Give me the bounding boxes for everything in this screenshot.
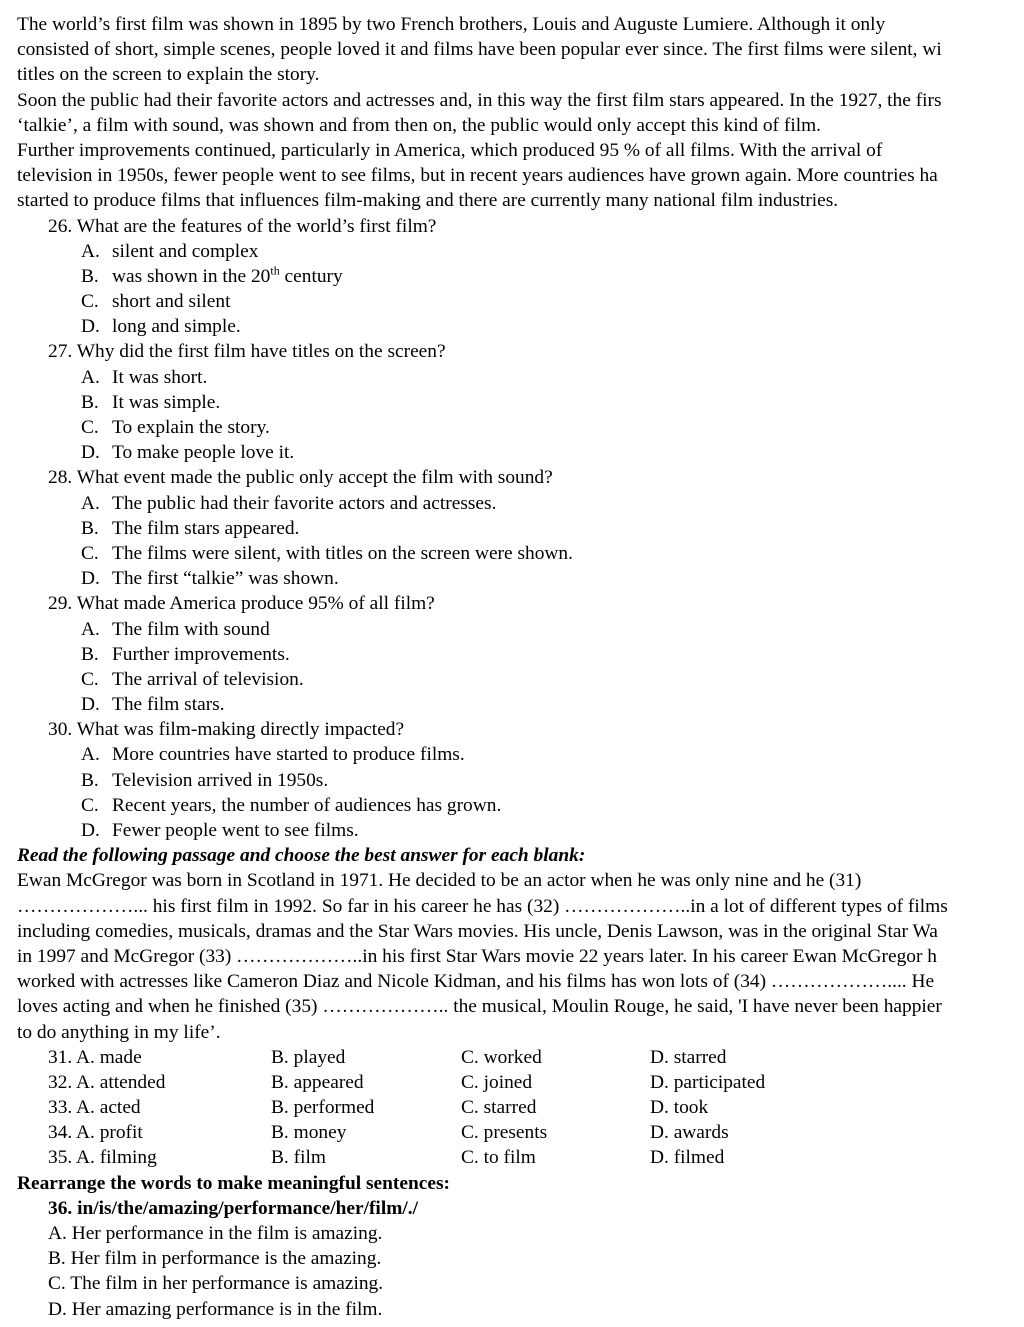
option-text: The arrival of television. — [112, 668, 304, 690]
choice-row-32 — [0, 1070, 1024, 1095]
choice-row-34 — [0, 1120, 1024, 1145]
option-b: B. Her film in performance is the amazing. — [48, 1248, 382, 1270]
choice-row-31 — [0, 1045, 1024, 1070]
option-b — [0, 390, 1024, 415]
passage-line: titles on the screen to explain the story. — [17, 64, 320, 86]
option-text: Television arrived in 1950s. — [112, 769, 329, 791]
question-stem: 26. What are the features of the world’s first film? — [48, 215, 437, 237]
cloze-line: worked with actresses like Cameron Diaz and Nicole Kidman, and his films has won lots of (34) ……………….... He — [17, 971, 935, 993]
choice-c: C. to film — [461, 1147, 536, 1169]
choice-d: D. took — [650, 1097, 709, 1119]
option-d: D. Her amazing performance is in the film. — [48, 1298, 383, 1320]
option-text-after: century — [279, 265, 343, 287]
option-label: A. — [81, 492, 100, 514]
choice-a: 33. A. acted — [48, 1097, 141, 1119]
question-stem: 27. Why did the first film have titles on the screen? — [48, 341, 446, 363]
passage-line: The world’s first film was shown in 1895 by two French brothers, Louis and Auguste Lumiere. Although it only — [17, 14, 886, 35]
option-label: B. — [81, 517, 99, 539]
option-label: A. — [81, 744, 100, 766]
cloze-line: to do anything in my life’. — [17, 1021, 221, 1043]
option-text: It was short. — [112, 366, 208, 388]
option-label: C. — [81, 794, 99, 816]
choice-b: B. performed — [271, 1097, 375, 1119]
option-text: It was simple. — [112, 391, 221, 413]
reading-passage — [0, 12, 1024, 214]
option-text: The first “talkie” was shown. — [112, 568, 339, 590]
option-label: D. — [81, 316, 100, 338]
option-label: C. — [81, 668, 99, 690]
option-label: D. — [81, 568, 100, 590]
option-text: was shown in the 20 — [112, 265, 271, 287]
question-28 — [0, 465, 1024, 591]
option-d — [0, 818, 1024, 843]
choice-d: D. starred — [650, 1046, 727, 1068]
question-stem: 36. in/is/the/amazing/performance/her/film/./ — [48, 1197, 418, 1219]
passage-line: Further improvements continued, particularly in America, which produced 95 % of all films. With the arrival of — [17, 139, 883, 161]
option-text: The film stars appeared. — [112, 517, 300, 539]
option-label: B. — [81, 265, 99, 287]
question-30 — [0, 717, 1024, 843]
section-heading: Rearrange the words to make meaningful sentences: — [17, 1172, 450, 1194]
option-a — [0, 617, 1024, 642]
question-stem: 30. What was film-making directly impacted? — [48, 719, 405, 741]
option-label: C. — [81, 291, 99, 313]
option-c — [0, 289, 1024, 314]
choice-d: D. filmed — [650, 1147, 725, 1169]
passage-line: consisted of short, simple scenes, people loved it and films have been popular ever since. The first films were silent, wi — [17, 39, 942, 61]
option-label: D. — [81, 694, 100, 716]
option-text: The film with sound — [112, 618, 270, 640]
option-text: The film stars. — [112, 694, 225, 716]
option-b — [0, 516, 1024, 541]
choice-a: 32. A. attended — [48, 1071, 166, 1093]
choice-b: B. money — [271, 1122, 347, 1144]
option-label: C. — [81, 417, 99, 438]
cloze-line: ………………... his first film in 1992. So far in his career he has (32) ………………..in a lot of different types of films — [17, 895, 948, 917]
choice-row-35 — [0, 1145, 1024, 1170]
choice-c: C. worked — [461, 1046, 542, 1068]
option-b — [0, 264, 1024, 289]
choice-b: B. film — [271, 1147, 326, 1169]
option-c — [0, 541, 1024, 566]
choice-c: C. starred — [461, 1097, 537, 1119]
question-29 — [0, 591, 1024, 717]
superscript: th — [270, 263, 280, 278]
option-label: A. — [81, 618, 100, 640]
option-d — [0, 440, 1024, 465]
cloze-line: in 1997 and McGregor (33) ………………..in his first Star Wars movie 22 years later. In his career Ewan McGregor h — [17, 945, 937, 967]
cloze-line: loves acting and when he finished (35) ……………….. the musical, Moulin Rouge, he said, 'I have never been happier — [17, 996, 942, 1018]
option-b — [0, 768, 1024, 793]
option-label: D. — [81, 442, 100, 464]
option-a — [0, 491, 1024, 516]
passage-line: television in 1950s, fewer people went to see films, but in recent years audiences have grown again. More countries ha — [17, 165, 938, 187]
option-label: B. — [81, 391, 99, 413]
question-stem: 28. What event made the public only accept the film with sound? — [48, 467, 553, 489]
cloze-line: including comedies, musicals, dramas and the Star Wars movies. His uncle, Denis Lawson, was in the original Star Wa — [17, 920, 938, 942]
option-text: long and simple. — [112, 316, 241, 338]
cloze-line: Ewan McGregor was born in Scotland in 1971. He decided to be an actor when he was only nine and he (31) — [17, 870, 862, 892]
choice-b: B. appeared — [271, 1071, 364, 1093]
option-label: B. — [81, 643, 99, 665]
option-text: Fewer people went to see films. — [112, 820, 359, 841]
choice-a: 35. A. filming — [48, 1147, 157, 1169]
option-c — [0, 415, 1024, 440]
cloze-section — [0, 843, 1024, 1170]
choice-row-33 — [0, 1095, 1024, 1120]
option-text: The films were silent, with titles on the screen were shown. — [112, 542, 573, 564]
option-b — [0, 642, 1024, 667]
rearrange-section — [0, 1171, 1024, 1322]
option-text: Further improvements. — [112, 643, 290, 665]
option-a: A. Her performance in the film is amazing. — [48, 1223, 383, 1244]
option-d — [0, 566, 1024, 591]
question-26 — [0, 214, 1024, 340]
choice-a: 34. A. profit — [48, 1122, 143, 1144]
passage-line: Soon the public had their favorite actors and actresses and, in this way the first film stars appeared. In the 1927, the firs — [17, 89, 942, 111]
choice-d: D. awards — [650, 1122, 729, 1144]
option-label: C. — [81, 542, 99, 564]
option-text: short and silent — [112, 291, 231, 313]
option-c: C. The film in her performance is amazing. — [48, 1273, 384, 1295]
choice-c: C. presents — [461, 1122, 548, 1144]
option-c — [0, 793, 1024, 818]
option-text: To make people love it. — [112, 442, 295, 464]
option-c — [0, 667, 1024, 692]
option-d — [0, 314, 1024, 339]
option-text: Recent years, the number of audiences has grown. — [112, 794, 502, 816]
option-text: The public had their favorite actors and actresses. — [112, 492, 497, 514]
option-label: D. — [81, 820, 100, 841]
question-stem: 29. What made America produce 95% of all film? — [48, 593, 435, 615]
option-text: More countries have started to produce films. — [112, 744, 465, 766]
option-label: B. — [81, 769, 99, 791]
choice-a: 31. A. made — [48, 1046, 142, 1068]
choice-b: B. played — [271, 1046, 346, 1068]
option-d — [0, 692, 1024, 717]
option-a — [0, 365, 1024, 390]
option-text: To explain the story. — [112, 417, 270, 438]
passage-line: ‘talkie’, a film with sound, was shown and from then on, the public would only accept this kind of film. — [17, 114, 822, 136]
option-label: A. — [81, 366, 100, 388]
option-text: silent and complex — [112, 240, 259, 262]
section-heading: Read the following passage and choose the best answer for each blank: — [17, 845, 586, 867]
option-a — [0, 239, 1024, 264]
question-27 — [0, 339, 1024, 465]
option-a — [0, 742, 1024, 767]
option-label: A. — [81, 240, 100, 262]
passage-line: started to produce films that influences film-making and there are currently many national film industries. — [17, 190, 839, 212]
choice-d: D. participated — [650, 1071, 766, 1093]
choice-c: C. joined — [461, 1071, 533, 1093]
